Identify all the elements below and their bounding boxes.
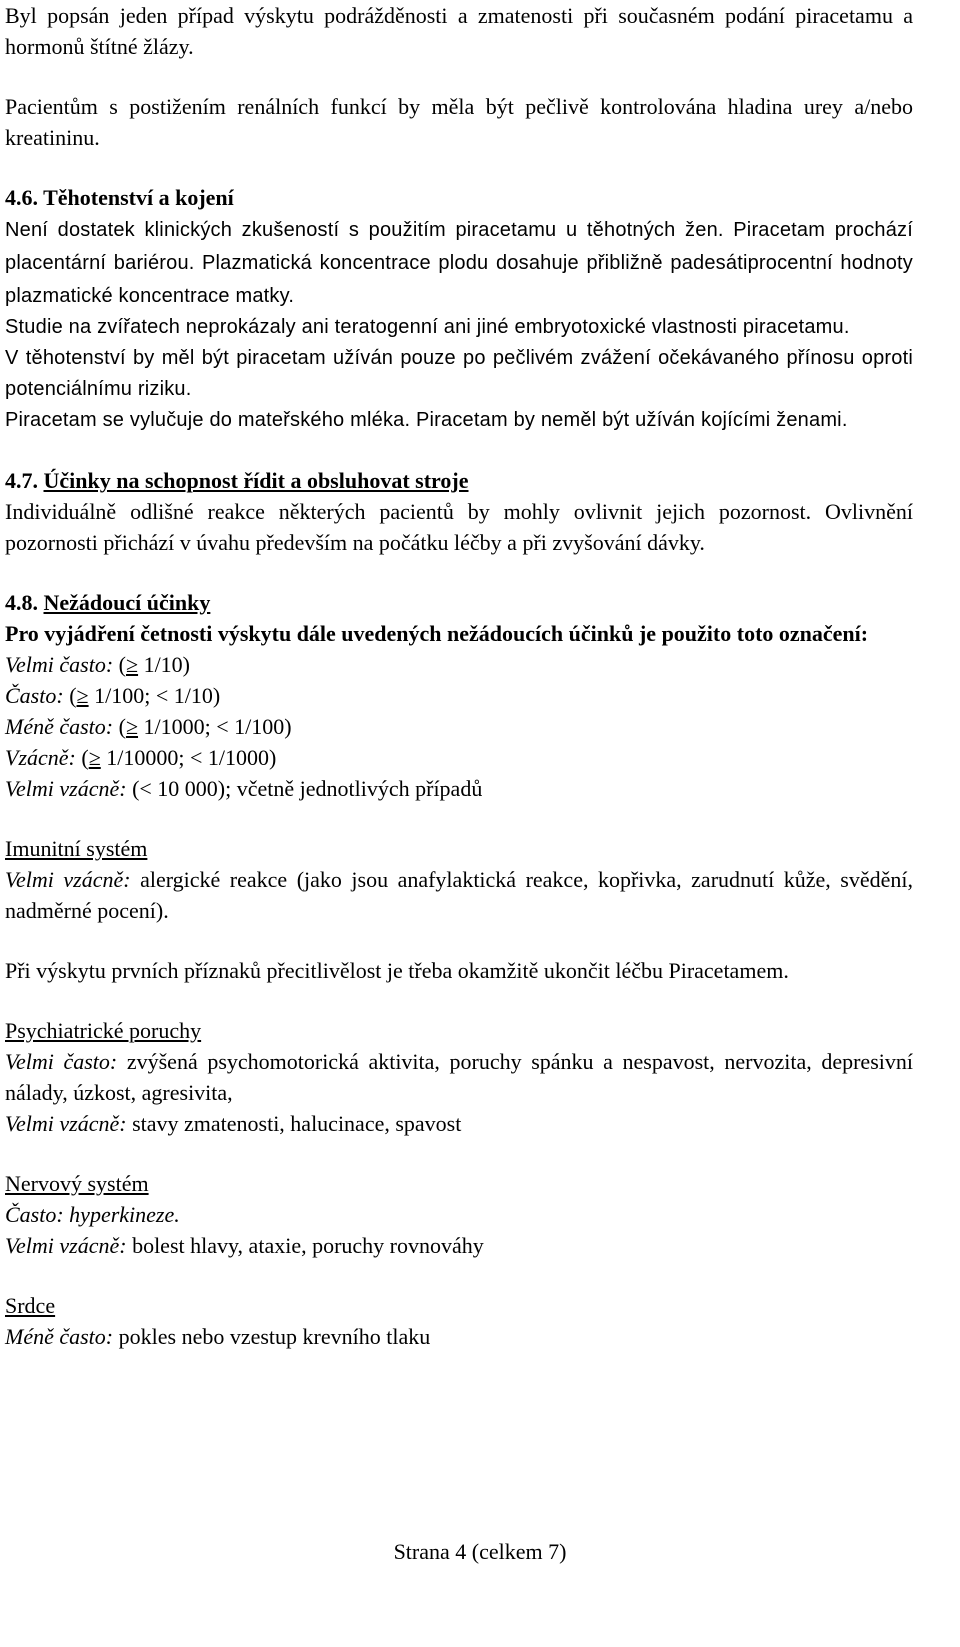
section-4-7-number: 4.7.: [5, 468, 38, 493]
nervous-system-text-2: [5, 1230, 913, 1261]
frequency-ge-symbol: ≥: [125, 652, 139, 677]
section-4-6-paragraph-3: V těhotenství by měl být piracetam užíván pouze po pečlivém zvážení očekávaného přínosu oproti potenciálnímu riziku.: [5, 347, 913, 400]
frequency-open: (: [75, 745, 89, 770]
frequency-range: 1/1000; < 1/100): [138, 714, 292, 739]
spacer: [5, 1261, 913, 1290]
spacer: [5, 926, 913, 955]
psychiatric-frequency-label-1: Velmi často:: [5, 1049, 118, 1074]
frequency-row: [5, 680, 913, 711]
frequency-range: (< 10 000); včetně jednotlivých případů: [126, 776, 483, 801]
frequency-row: [5, 649, 913, 680]
psychiatric-text-2: [5, 1108, 913, 1139]
section-4-6: [5, 182, 913, 436]
frequency-row: [5, 711, 913, 742]
section-4-6-paragraph-4: Piracetam se vylučuje do mateřského mléka. Piracetam by neměl být užíván kojícími ženami.: [5, 409, 848, 431]
spacer: [5, 558, 913, 587]
frequency-row: [5, 742, 913, 773]
spacer: [5, 153, 913, 182]
nervous-frequency-label: Velmi vzácně:: [5, 1233, 127, 1258]
heart-effects: pokles nebo vzestup krevního tlaku: [113, 1324, 431, 1349]
section-4-6-heading: 4.6. Těhotenství a kojení: [5, 185, 234, 210]
psychiatric-text-1: [5, 1046, 913, 1108]
immune-frequency-label: Velmi vzácně:: [5, 867, 131, 892]
spacer: [5, 1139, 913, 1168]
heart-title: Srdce: [5, 1293, 56, 1318]
frequency-label: Velmi často:: [5, 652, 114, 677]
frequency-range: 1/10000; < 1/1000): [100, 745, 277, 770]
frequency-ge-symbol: ≥: [125, 714, 139, 739]
psychiatric-title: Psychiatrické poruchy: [5, 1018, 202, 1043]
psychiatric-effects-1: zvýšená psychomotorická aktivita, poruchy spánku a nespavost, nervozita, depresivní nálady, úzkost, agresivita,: [5, 1049, 913, 1105]
document-page: [5, 0, 913, 1352]
immune-effects: alergické reakce (jako jsou anafylaktická reakce, kopřivka, zarudnutí kůže, svědění, nadměrné pocení).: [5, 867, 913, 923]
frequency-open: (: [113, 652, 126, 677]
section-4-6-paragraph-2: Studie na zvířatech neprokázaly ani teratogenní ani jiné embryotoxické vlastnosti piracetamu.: [5, 316, 850, 338]
immune-system-block: [5, 833, 913, 986]
frequency-label: Vzácně:: [5, 745, 76, 770]
section-4-8-number: 4.8.: [5, 590, 38, 615]
spacer: [5, 62, 913, 91]
intro-paragraph-1: Byl popsán jeden případ výskytu podrážděnosti a zmatenosti při současném podání piracetamu a hormonů štítné žlázy.: [5, 3, 913, 59]
intro-paragraph-2: Pacientům s postižením renálních funkcí by měla být pečlivě kontrolována hladina urey a/nebo kreatininu.: [5, 94, 913, 150]
frequency-list: [5, 649, 913, 804]
hypersensitivity-warning: Při výskytu prvních příznaků přecitlivělost je třeba okamžitě ukončit léčbu Piracetamem.: [5, 958, 789, 983]
psychiatric-frequency-label-2: Velmi vzácně:: [5, 1111, 127, 1136]
frequency-range: 1/10): [138, 652, 191, 677]
heart-block: [5, 1290, 913, 1352]
section-4-8-heading: [5, 587, 913, 618]
frequency-label: Méně často:: [5, 714, 114, 739]
psychiatric-effects-2: stavy zmatenosti, halucinace, spavost: [126, 1111, 462, 1136]
immune-system-title: Imunitní systém: [5, 836, 148, 861]
nervous-system-text-1: Často: hyperkineze.: [5, 1202, 180, 1227]
section-4-8: [5, 587, 913, 1352]
frequency-row: [5, 773, 913, 804]
section-4-7-body: Individuálně odlišné reakce některých pacientů by mohly ovlivnit jejich pozornost. Ovlivnění pozornosti přichází v úvahu především na počátku léčby a při zvyšování dávky.: [5, 499, 913, 555]
pregnancy-text-1: Není dostatek klinických zkušeností s použitím piracetamu u těhotných žen. Piracetam prochází placentární bariérou.: [5, 219, 913, 274]
section-4-7-heading: [5, 465, 913, 496]
frequency-open: (: [63, 683, 77, 708]
nervous-system-block: [5, 1168, 913, 1261]
pregnancy-text-2: Plazmatická koncentrace plodu dosahuje přibližně padesátiprocentní hodnoty plazmatické koncentrace matky.: [5, 252, 914, 307]
heart-text: [5, 1321, 913, 1352]
frequency-open: (: [113, 714, 126, 739]
frequency-ge-symbol: ≥: [76, 683, 89, 708]
immune-system-text: [5, 864, 913, 926]
psychiatric-block: [5, 1015, 913, 1139]
heart-frequency-label: Méně často:: [5, 1324, 114, 1349]
nervous-effects: bolest hlavy, ataxie, poruchy rovnováhy: [126, 1233, 484, 1258]
section-4-8-title: Nežádoucí účinky: [43, 590, 211, 615]
section-4-7-title: Účinky na schopnost řídit a obsluhovat stroje: [43, 468, 469, 493]
frequency-range: 1/100; < 1/10): [88, 683, 221, 708]
frequency-label: Často:: [5, 683, 64, 708]
spacer: [5, 436, 913, 465]
spacer: [5, 804, 913, 833]
page-footer: Strana 4 (celkem 7): [393, 1539, 567, 1564]
frequency-ge-symbol: ≥: [88, 745, 101, 770]
spacer: [5, 986, 913, 1015]
section-4-7: [5, 465, 913, 558]
section-4-6-paragraph-1: [5, 213, 913, 312]
frequency-intro: Pro vyjádření četnosti výskytu dále uvedených nežádoucích účinků je použito toto označení:: [5, 621, 869, 646]
nervous-system-title: Nervový systém: [5, 1171, 149, 1196]
frequency-label: Velmi vzácně:: [5, 776, 127, 801]
